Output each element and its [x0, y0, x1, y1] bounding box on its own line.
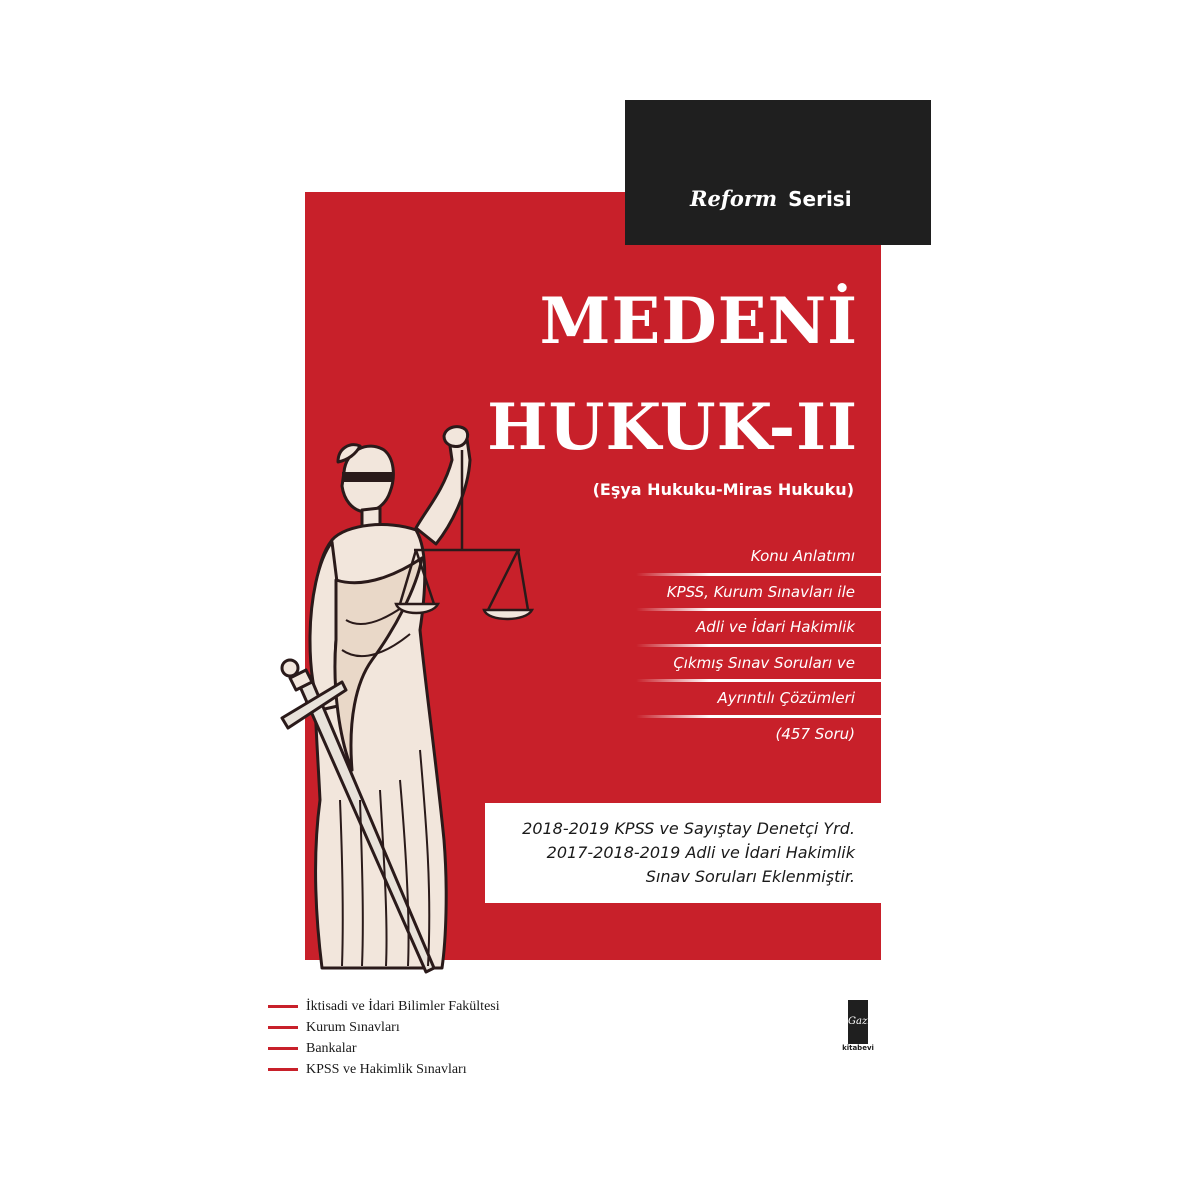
series-box — [625, 100, 931, 245]
audience-bullet — [268, 1026, 298, 1029]
publisher-logo — [842, 1000, 874, 1056]
feature-item — [610, 682, 881, 718]
audience-bullet — [268, 1005, 298, 1008]
lady-justice-illustration — [276, 420, 536, 980]
audience-item — [268, 1038, 500, 1059]
audience-item — [268, 996, 500, 1017]
feature-text: Konu Anlatımı — [750, 547, 855, 565]
feature-list — [610, 540, 881, 754]
audience-text: İktisadi ve İdari Bilimler Fakültesi — [306, 999, 500, 1014]
book-title-line-2: HUKUK-II — [487, 390, 858, 465]
audience-item — [268, 1017, 500, 1038]
audience-item — [268, 1059, 500, 1080]
series-script-word: Reform — [690, 186, 778, 211]
note-line: Sınav Soruları Eklenmiştir. — [645, 867, 855, 886]
audience-bullet — [268, 1068, 298, 1071]
note-line: 2017-2018-2019 Adli ve İdari Hakimlik — [546, 843, 855, 862]
feature-text: (457 Soru) — [775, 724, 855, 743]
feature-text: Ayrıntılı Çözümleri — [717, 689, 855, 707]
publisher-name: kitabevi — [842, 1044, 874, 1052]
publisher-mark: Gazi — [848, 1000, 868, 1044]
feature-item — [610, 647, 881, 683]
feature-text: Çıkmış Sınav Soruları ve — [673, 653, 855, 672]
feature-item — [610, 718, 881, 754]
note-line: 2018-2019 KPSS ve Sayıştay Denetçi Yrd. — [522, 819, 855, 838]
audience-text: Kurum Sınavları — [306, 1020, 400, 1035]
feature-item — [610, 576, 881, 612]
book-subtitle: (Eşya Hukuku-Miras Hukuku) — [592, 480, 854, 499]
feature-item — [610, 611, 881, 647]
book-title-line-1: MEDENİ — [539, 284, 858, 359]
audience-text: Bankalar — [306, 1041, 357, 1056]
audience-text: KPSS ve Hakimlik Sınavları — [306, 1062, 467, 1077]
series-word: Serisi — [788, 187, 852, 211]
feature-item — [610, 540, 881, 576]
feature-text: Adli ve İdari Hakimlik — [696, 618, 855, 636]
audience-list — [268, 996, 500, 1080]
series-label — [690, 186, 852, 211]
feature-text: KPSS, Kurum Sınavları ile — [666, 582, 855, 601]
note-box — [485, 803, 881, 903]
audience-bullet — [268, 1047, 298, 1050]
